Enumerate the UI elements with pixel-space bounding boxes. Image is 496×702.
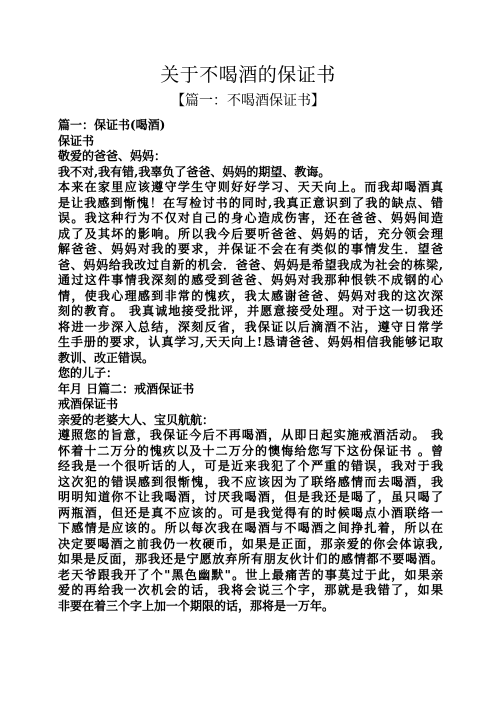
text-line: 您的儿子： [58, 366, 119, 380]
text-line: 非要在着三个字上加一个期限的话，那将是一万年。 [58, 598, 335, 613]
text-line: 这次犯的错误感到很惭愧，我不应该因为了联络感情而去喝酒，我 [58, 474, 443, 489]
document-body [58, 118, 443, 614]
text-line: 敬爱的爸爸、妈妈： [58, 149, 167, 163]
text-line: 我不对,我有错,我辜负了爸爸、妈妈的期望、教诲。 [58, 164, 331, 179]
text-line: 明明知道你不让我喝酒，讨厌我喝酒，但是我还是喝了，虽只喝了 [58, 490, 443, 504]
text-line: 两瓶酒，但还是真不应该的。可是我觉得有的时候喝点小酒联络一 [58, 505, 443, 520]
text-line: 是让我感到惭愧！在写检讨书的同时,我真正意识到了我的缺点、错 [58, 195, 443, 210]
text-line: 将进一步深入总结，深刻反省，我保证以后滴酒不沾，遵守日常学 [58, 319, 443, 334]
text-line: 篇一：保证书(喝酒) [58, 118, 166, 132]
text-line: 教训、改正错误。 [58, 350, 155, 365]
text-line: 生手册的要求，认真学习,天天向上!恳请爸爸、妈妈相信我能够记取 [58, 335, 443, 349]
text-line: 刻的教育。 我真诚地接受批评，并愿意接受处理。对于这一切我还 [58, 304, 443, 318]
text-line: 戒酒保证书 [58, 397, 119, 411]
text-line: 亲爱的老婆大人、宝贝航航： [58, 412, 215, 427]
document-title: 关于不喝酒的保证书 [160, 64, 336, 86]
text-line: 通过这件事情我深刻的感受到爸爸、妈妈对我那种恨铁不成钢的心 [58, 273, 443, 287]
text-line: 爸、妈妈给我改过自新的机会．爸爸、妈妈是希望我成为社会的栋梁, [58, 257, 443, 272]
text-line: 爱的再给我一次机会的话，我将会说三个字，那就是我错了，如果 [58, 583, 443, 597]
text-line: 本来在家里应该遵守学生守则好好学习、天天向上。而我却喝酒真 [58, 180, 443, 194]
text-line: 年月 日篇二：戒酒保证书 [58, 381, 195, 396]
text-line: 解爸爸、妈妈对我的要求，并保证不会在有类似的事情发生．望爸 [58, 242, 443, 256]
text-line: 遵照您的旨意，我保证今后不再喝酒，从即日起实施戒酒活动。 我 [58, 428, 443, 442]
text-line: 保证书 [58, 133, 95, 148]
text-line: 如果是反面，那我还是宁愿放弃所有朋友伙计们的感情都不要喝酒。 [58, 552, 443, 566]
text-line: 怀着十二万分的愧疚以及十二万分的懊悔给您写下这份保证书 。曾 [58, 443, 443, 458]
text-line: 误。我这种行为不仅对自己的身心造成伤害，还在爸爸、妈妈间造 [58, 211, 443, 225]
text-line: 下感情是应该的。所以每次我在喝酒与不喝酒之间挣扎着，所以在 [58, 521, 443, 535]
text-line: 成了及其坏的影响。所以我今后要听爸爸、妈妈的话，充分领会理 [58, 226, 443, 241]
text-line: 情，使我心理感到非常的愧疚，我太感谢爸爸、妈妈对我的这次深 [58, 288, 443, 303]
text-line: 经我是一个很听话的人，可是近来我犯了个严重的错误，我对于我 [58, 459, 443, 473]
text-line: 老天爷跟我开了个"黑色幽默"。世上最痛苦的事莫过于此，如果亲 [58, 567, 443, 582]
section-heading: 【篇一：不喝酒保证书】 [171, 93, 325, 109]
text-line: 决定要喝酒之前我仍一枚硬币，如果是正面，那亲爱的你会体谅我, [58, 536, 443, 551]
